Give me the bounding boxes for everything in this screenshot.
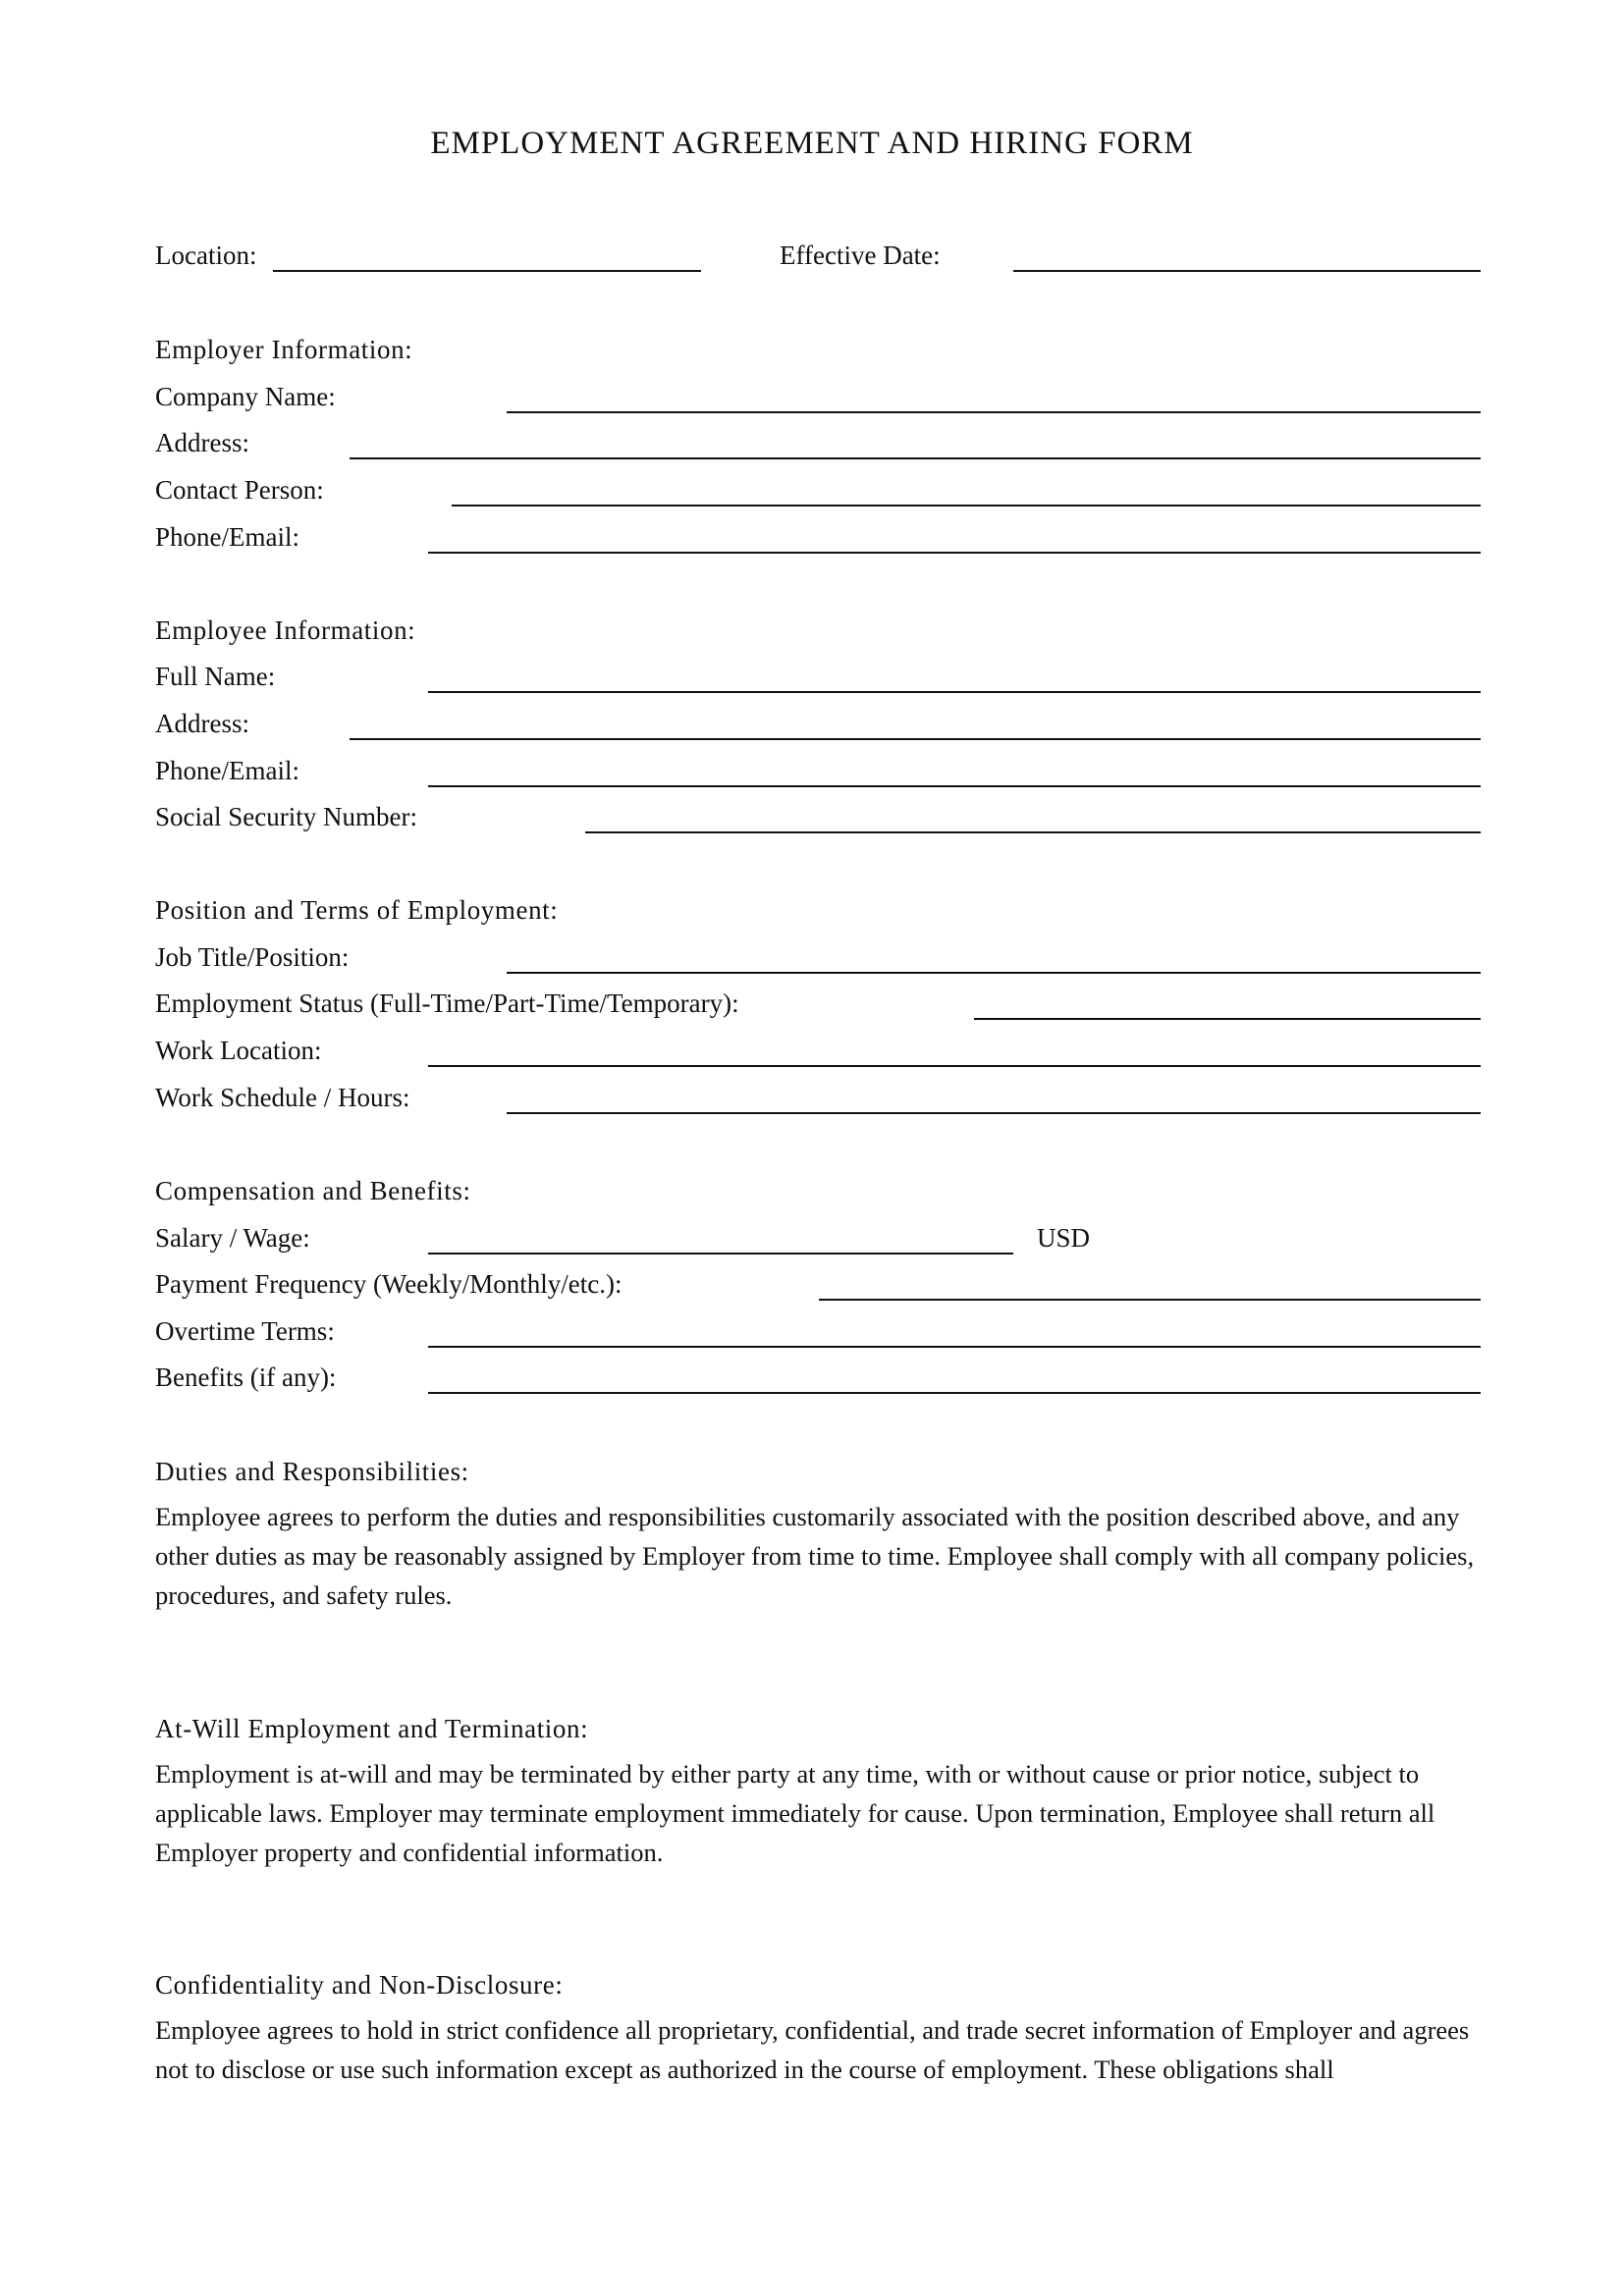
confidentiality-paragraph: Employee agrees to hold in strict confidence all proprietary, confidential, and trade secret information of Employer and agrees not to disclose or use such information except as authorized in the course of employment. These obligations shall: [155, 2015, 1470, 2084]
employee-phone-email-label: Phone/Email:: [155, 756, 299, 785]
duties-paragraph: Employee agrees to perform the duties and responsibilities customarily associated with the position described above, and any other duties as may be reasonably assigned by Employer from time to time. Employee shall comply with all company policies, procedures, and safety rules.: [155, 1502, 1475, 1610]
full-name-field[interactable]: [428, 691, 1481, 693]
overtime-field[interactable]: [428, 1346, 1481, 1348]
contact-person-label: Contact Person:: [155, 475, 324, 505]
position-section-heading: Position and Terms of Employment:: [155, 895, 559, 925]
work-schedule-field[interactable]: [507, 1112, 1481, 1114]
employer-phone-email-label: Phone/Email:: [155, 522, 299, 552]
duties-section-heading: Duties and Responsibilities:: [155, 1457, 469, 1486]
employment-status-field[interactable]: [974, 1018, 1481, 1020]
salary-label: Salary / Wage:: [155, 1223, 310, 1253]
form-title: EMPLOYMENT AGREEMENT AND HIRING FORM: [430, 126, 1194, 161]
employment-status-label: Employment Status (Full-Time/Part-Time/Temporary):: [155, 988, 739, 1018]
company-name-field[interactable]: [507, 411, 1481, 413]
employee-phone-email-field[interactable]: [428, 785, 1481, 787]
job-title-label: Job Title/Position:: [155, 942, 350, 972]
effective-date-label: Effective Date:: [780, 240, 941, 270]
benefits-label: Benefits (if any):: [155, 1362, 337, 1392]
termination-section-heading: At-Will Employment and Termination:: [155, 1714, 589, 1743]
employer-phone-email-field[interactable]: [428, 552, 1481, 554]
currency-label: USD: [1037, 1223, 1091, 1253]
salary-field[interactable]: [428, 1253, 1013, 1255]
job-title-field[interactable]: [507, 972, 1481, 974]
location-field[interactable]: [273, 270, 701, 272]
payment-frequency-field[interactable]: [819, 1299, 1481, 1301]
ssn-label: Social Security Number:: [155, 802, 417, 831]
termination-paragraph: Employment is at-will and may be terminated by either party at any time, with or without cause or prior notice, subject to applicable laws. Employer may terminate employment immediately for cause. Upon termination, Employee shall return all Employer property and confidential information.: [155, 1759, 1435, 1867]
work-location-label: Work Location:: [155, 1036, 322, 1065]
employee-address-label: Address:: [155, 709, 249, 738]
employer-address-label: Address:: [155, 428, 249, 457]
ssn-field[interactable]: [585, 831, 1481, 833]
employee-address-field[interactable]: [350, 738, 1481, 740]
work-schedule-label: Work Schedule / Hours:: [155, 1083, 410, 1112]
employee-section-heading: Employee Information:: [155, 615, 416, 645]
employer-address-field[interactable]: [350, 457, 1481, 459]
overtime-label: Overtime Terms:: [155, 1316, 335, 1346]
work-location-field[interactable]: [428, 1065, 1481, 1067]
payment-frequency-label: Payment Frequency (Weekly/Monthly/etc.):: [155, 1269, 623, 1299]
confidentiality-section-heading: Confidentiality and Non-Disclosure:: [155, 1970, 564, 2000]
location-label: Location:: [155, 240, 257, 270]
benefits-field[interactable]: [428, 1392, 1481, 1394]
effective-date-field[interactable]: [1013, 270, 1481, 272]
contact-person-field[interactable]: [452, 505, 1481, 507]
company-name-label: Company Name:: [155, 382, 336, 411]
compensation-section-heading: Compensation and Benefits:: [155, 1176, 471, 1205]
employer-section-heading: Employer Information:: [155, 335, 413, 364]
full-name-label: Full Name:: [155, 662, 276, 691]
